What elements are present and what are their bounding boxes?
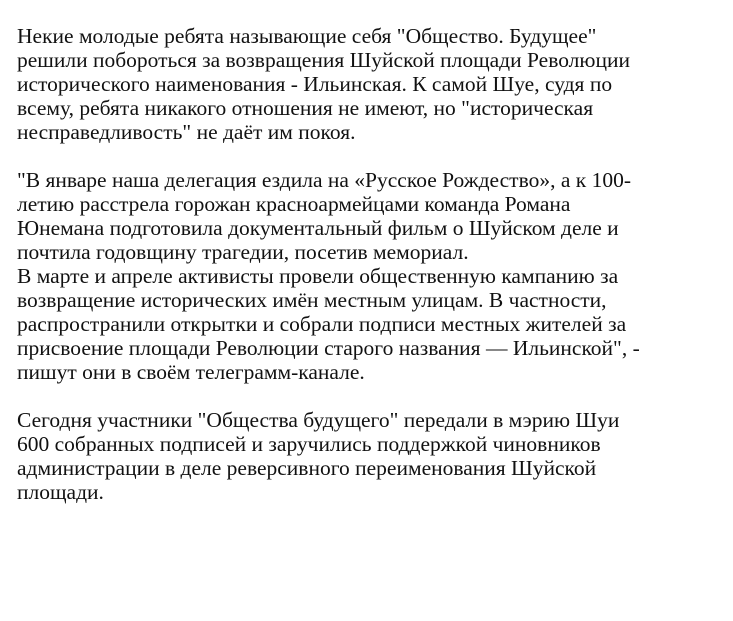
text-line: несправедливость" не даёт им покоя. <box>17 120 356 144</box>
text-line: Юнемана подготовила документальный фильм о Шуйском деле и <box>17 216 619 240</box>
document-text <box>17 24 717 528</box>
paragraph-conclusion <box>17 408 717 504</box>
text-line: площади. <box>17 480 104 504</box>
text-line: Некие молодые ребята называющие себя "Общество. Будущее" <box>17 24 597 48</box>
text-line: пишут они в своём телеграмм-канале. <box>17 360 365 384</box>
text-line: 600 собранных подписей и заручились поддержкой чиновников <box>17 432 601 456</box>
text-line: В марте и апреле активисты провели общественную кампанию за <box>17 264 619 288</box>
paragraph-quote <box>17 168 717 384</box>
paragraph-intro <box>17 24 717 144</box>
text-line: летию расстрела горожан красноармейцами команда Романа <box>17 192 571 216</box>
text-line: возвращение исторических имён местным улицам. В частности, <box>17 288 607 312</box>
text-line: администрации в деле реверсивного переименования Шуйской <box>17 456 597 480</box>
text-line: исторического наименования - Ильинская. К самой Шуе, судя по <box>17 72 613 96</box>
text-line: почтила годовщину трагедии, посетив мемориал. <box>17 240 469 264</box>
text-line: присвоение площади Революции старого названия — Ильинской", - <box>17 336 640 360</box>
text-line: Сегодня участники "Общества будущего" передали в мэрию Шуи <box>17 408 620 432</box>
text-line: всему, ребята никакого отношения не имеют, но "историческая <box>17 96 594 120</box>
text-line: решили побороться за возвращения Шуйской площади Революции <box>17 48 630 72</box>
text-line: "В январе наша делегация ездила на «Русское Рождество», а к 100- <box>17 168 631 192</box>
text-line: распространили открытки и собрали подписи местных жителей за <box>17 312 627 336</box>
